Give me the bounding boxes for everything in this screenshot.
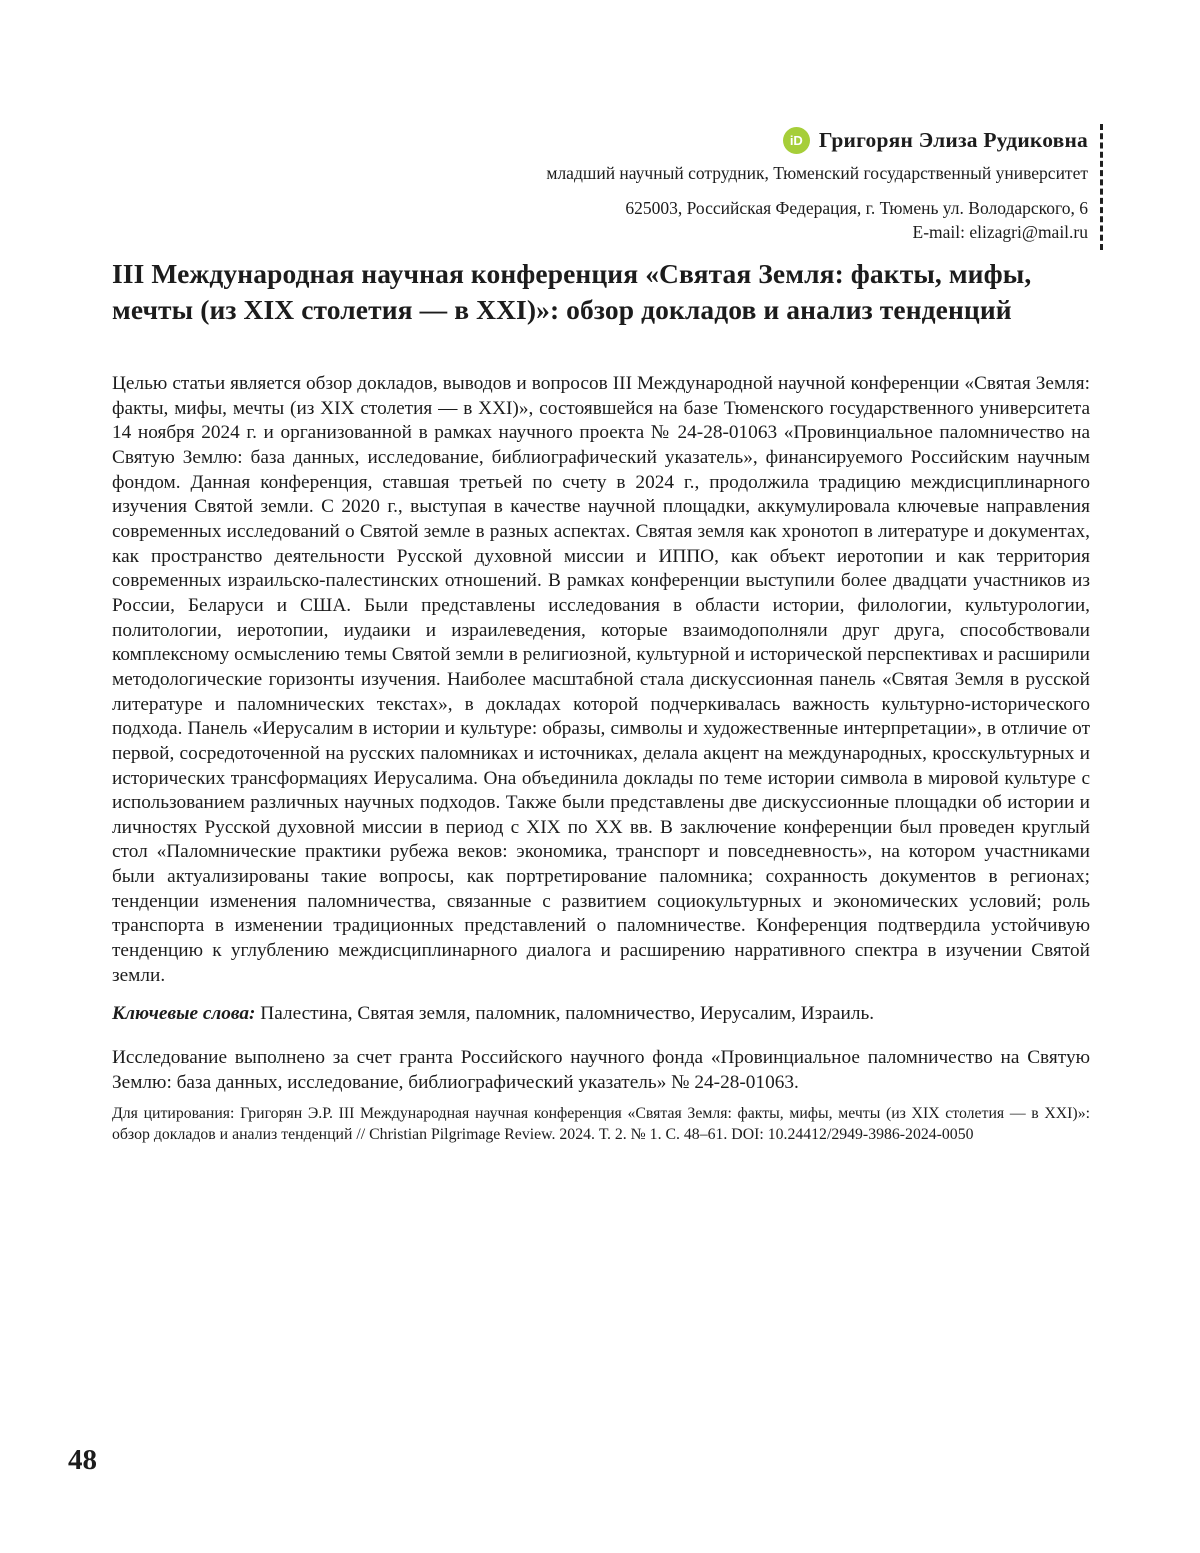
keywords-line bbox=[112, 1002, 1090, 1027]
page-number: 48 bbox=[68, 1444, 97, 1476]
citation-note bbox=[112, 1103, 1090, 1145]
abstract-text: Целью статьи является обзор докладов, выводов и вопросов III Международной научной конференции «Святая Земля: факты, мифы, мечты (из XIX столетия — в XXI)», состоявшейся на базе Тюменского государственного университета 14 ноября 2024 г. и организованной в рамках научного проекта № 24-28-01063 «Провинциальное паломничество на Святую Землю: база данных, исследование, библиографический указатель», финансируемого Российским научным фондом. Данная конференция, ставшая третьей по счету в 2024 г., продолжила традицию междисциплинарного изучения Святой земли. С 2020 г., выступая в качестве научной площадки, аккумулировала ключевые направления современных исследований о Святой земле в разных аспектах. Святая земля как хронотоп в литературе и документах, как пространство деятельности Русской духовной миссии и ИППО, как объект иеротопии и как территория современных израильско-палестинских отношений. В рамках конференции выступили более двадцати участников из России, Беларуси и США. Были представлены исследования в области истории, филологии, культурологии, политологии, иеротопии, иудаики и израилеведения, которые взаимодополняли друг друга, способствовали комплексному осмыслению темы Святой земли в религиозной, культурной и исторической перспективах и расширили методологические горизонты изучения. Наиболее масштабной стала дискуссионная панель «Святая Земля в русской литературе и паломнических текстах», в докладах которой подчеркивалась важность культурно-исторического подхода. Панель «Иерусалим в истории и культуре: образы, символы и художественные интерпретации», в отличие от первой, сосредоточенной на русских паломниках и источниках, делала акцент на международных, кросскультурных и исторических трансформациях Иерусалима. Она объединила доклады по теме истории символа в мировой культуре с использованием различных научных подходов. Также были представлены две дискуссионные площадки об истории и личностях Русской духовной миссии в период с XIX по XX вв. В заключение конференции был проведен круглый стол «Паломнические практики рубежа веков: экономика, транспорт и повседневность», на котором участниками были актуализированы такие вопросы, как портретирование паломника; сохранность документов в регионах; тенденции изменения паломничества, связанные с развитием социокультурных и экономических условий; роль транспорта в изменении традиционных представлений о паломничестве. Конференция подтвердила устойчивую тенденцию к углублению междисциплинарного диалога и расширению нарративного спектра в изучении Святой земли. bbox=[112, 373, 1090, 986]
funding-note: Исследование выполнено за счет гранта Российского научного фонда «Провинциальное паломничество на Святую Землю: база данных, исследование, библиографический указатель» № 24-28-01063. bbox=[112, 1047, 1090, 1093]
author-email: E-mail: elizagri@mail.ru bbox=[912, 222, 1088, 242]
keywords-label: Ключевые слова: bbox=[112, 1003, 256, 1024]
keywords-text: Палестина, Святая земля, паломник, паломничество, Иерусалим, Израиль. bbox=[255, 1003, 875, 1024]
author-block bbox=[546, 124, 1103, 250]
author-address: 625003, Российская Федерация, г. Тюмень ул. Володарского, 6 bbox=[625, 198, 1088, 218]
article-title: III Международная научная конференция «Святая Земля: факты, мифы, мечты (из XIX столетия — в XXI)»: обзор докладов и анализ тенденций bbox=[112, 258, 1032, 325]
author-name: Григорян Элиза Рудиковна bbox=[818, 128, 1088, 152]
orcid-icon[interactable]: iD bbox=[783, 127, 810, 154]
citation-label: Для цитирования: bbox=[112, 1105, 235, 1122]
citation-text: Григорян Э.Р. III Международная научная конференция «Святая Земля: факты, мифы, мечты (из XIX столетия — в XXI)»: обзор докладов и анализ тенденций // Christian Pilgrimage Review. 2024. Т. 2. № 1. С. 48–61. DOI: 10.24412/2949-3986-2024-0050 bbox=[112, 1105, 1090, 1143]
author-affiliation: младший научный сотрудник, Тюменский государственный университет bbox=[546, 163, 1088, 183]
author-name-row bbox=[546, 127, 1088, 154]
